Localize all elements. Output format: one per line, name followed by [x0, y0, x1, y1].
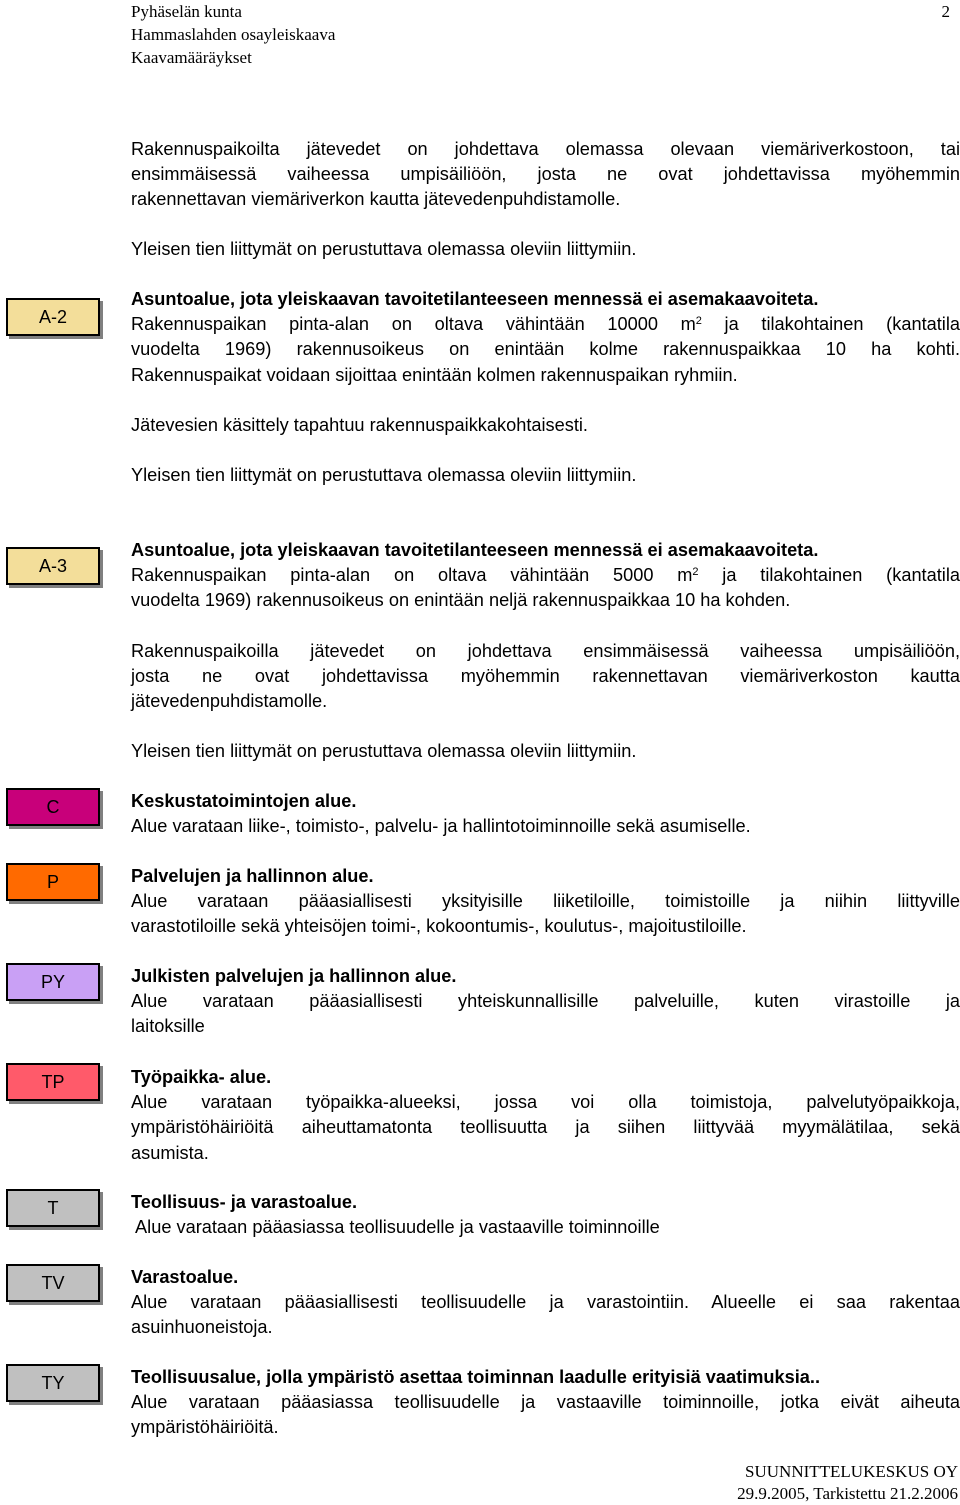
intro-line: ensimmäisessä vaiheessa umpisäiliöön, josta ne ovat johdettavissa myöhemmin	[131, 164, 960, 185]
zone-title: Asuntoalue, jota yleiskaavan tavoitetilanteeseen mennessä ei asemakaavoiteta.	[131, 540, 819, 560]
document-type: Kaavamääräykset	[131, 48, 252, 67]
intro-line: Rakennuspaikoilta jätevedet on johdettava olemassa olevaan viemäriverkostoon, tai	[131, 139, 960, 159]
zone-line: laitoksille	[131, 1016, 205, 1037]
zone-line: Alue varataan pääasiallisesti yhteiskunnallisille palveluille, kuten virastoille ja	[131, 991, 960, 1012]
zone-line: Alue varataan pääasiassa teollisuudelle ja vastaaville toiminnoille	[131, 1217, 660, 1238]
zone-tv-description	[131, 1265, 960, 1341]
document-header	[131, 0, 335, 69]
zone-badge-p	[6, 863, 100, 901]
zone-p-description	[131, 864, 960, 940]
zone-title: Teollisuusalue, jolla ympäristö asettaa toiminnan laadulle erityisiä vaatimuksia..	[131, 1367, 821, 1387]
zone-a3-description	[131, 538, 960, 614]
zone-a2-road-access: Yleisen tien liittymät on perustuttava olemassa oleviin liittymiin.	[131, 465, 637, 485]
zone-badge-ty	[6, 1364, 100, 1402]
zone-line-part: Rakennuspaikan pinta-alan on oltava vähintään 5000 m	[131, 565, 693, 586]
zone-a2-wastewater: Jätevesien käsittely tapahtuu rakennuspaikkakohtaisesti.	[131, 415, 588, 435]
zone-line: Rakennuspaikat voidaan sijoittaa enintään kolmen rakennuspaikan ryhmiin.	[131, 364, 738, 385]
zone-line: varastotiloille sekä yhteisöjen toimi-, kokoontumis-, koulutus-, majoitustiloille.	[131, 916, 747, 937]
zone-line	[131, 563, 960, 588]
zone-line: josta ne ovat johdettavissa myöhemmin rakennettavan viemäriverkoston kautta	[131, 666, 960, 687]
zone-line: ympäristöhäiriöitä aiheuttamatonta teollisuutta ja siihen liittyvää myymälätilaa, sekä	[131, 1117, 960, 1138]
zone-code: T	[47, 1197, 59, 1218]
zone-badge-tv	[6, 1264, 100, 1302]
zone-py-description	[131, 964, 960, 1040]
municipality-name: Pyhäselän kunta	[131, 2, 242, 21]
zone-badge-a3	[6, 547, 100, 585]
zone-a3-wastewater	[131, 639, 960, 715]
zone-badge-py	[6, 963, 100, 1001]
zone-line: Alue varataan työpaikka-alueeksi, jossa voi olla toimistoja, palvelutyöpaikkoja,	[131, 1092, 960, 1113]
zone-line	[131, 312, 960, 337]
zone-line-part: ja tilakohtainen (kantatila	[701, 314, 960, 335]
zone-title: Palvelujen ja hallinnon alue.	[131, 866, 374, 886]
footer-date: 29.9.2005, Tarkistettu 21.2.2006	[737, 1484, 958, 1503]
zone-title: Työpaikka- alue.	[131, 1067, 272, 1087]
zone-code: P	[46, 871, 59, 892]
zone-title: Julkisten palvelujen ja hallinnon alue.	[131, 966, 457, 986]
zone-line: Alue varataan pääasiallisesti yksityisille liiketiloille, toimistoille ja niihin liittyville	[131, 891, 960, 912]
zone-line: Alue varataan pääasiallisesti teollisuudelle ja varastointiin. Alueelle ei saa rakentaa	[131, 1292, 960, 1313]
zone-code: TP	[41, 1071, 65, 1092]
zone-line: vuodelta 1969) rakennusoikeus on enintään kolme rakennuspaikkaa 10 ha kohti.	[131, 339, 960, 360]
zone-c-description	[131, 789, 960, 839]
zone-a2-description	[131, 287, 960, 388]
zone-badge-c	[6, 788, 100, 826]
zone-ty-description	[131, 1365, 960, 1441]
intro-section	[131, 137, 960, 213]
intro-line: rakennettavan viemäriverkon kautta jätevedenpuhdistamolle.	[131, 189, 621, 210]
zone-code: C	[46, 796, 60, 817]
zone-title: Asuntoalue, jota yleiskaavan tavoitetilanteeseen mennessä ei asemakaavoiteta.	[131, 289, 819, 309]
zone-title: Varastoalue.	[131, 1267, 239, 1287]
zone-tp-description	[131, 1065, 960, 1166]
zone-code: TY	[41, 1372, 65, 1393]
zone-line: vuodelta 1969) rakennusoikeus on enintään neljä rakennuspaikkaa 10 ha kohden.	[131, 590, 791, 611]
zone-line-part: Rakennuspaikan pinta-alan on oltava vähintään 10000 m	[131, 314, 696, 335]
intro-road-access: Yleisen tien liittymät on perustuttava olemassa oleviin liittymiin.	[131, 239, 637, 259]
zone-line: asuinhuoneistoja.	[131, 1317, 273, 1338]
zone-code: A-2	[38, 306, 67, 327]
zone-t-description	[131, 1190, 960, 1240]
zone-code: A-3	[38, 555, 67, 576]
zone-line: jätevedenpuhdistamolle.	[131, 691, 328, 712]
zone-code: TV	[41, 1272, 65, 1293]
superscript: 2	[692, 566, 699, 579]
zone-line: Rakennuspaikoilla jätevedet on johdettava ensimmäisessä vaiheessa umpisäiliöön,	[131, 641, 960, 661]
zone-line-part: ja tilakohtainen (kantatila	[698, 565, 960, 586]
zone-badge-a2	[6, 298, 100, 336]
zone-a3-road-access: Yleisen tien liittymät on perustuttava olemassa oleviin liittymiin.	[131, 741, 637, 761]
zone-title: Keskustatoimintojen alue.	[131, 791, 357, 811]
zone-line: ympäristöhäiriöitä.	[131, 1417, 279, 1438]
plan-name: Hammaslahden osayleiskaava	[131, 25, 336, 44]
zone-line: Alue varataan liike-, toimisto-, palvelu- ja hallintotoiminnoille sekä asumiselle.	[131, 816, 751, 837]
zone-badge-tp	[6, 1063, 100, 1101]
footer-company: SUUNNITTELUKESKUS OY	[745, 1462, 958, 1481]
superscript: 2	[695, 315, 702, 328]
zone-code: PY	[40, 971, 65, 992]
zone-line: asumista.	[131, 1142, 209, 1163]
page-number: 2	[941, 2, 950, 21]
zone-badge-t	[6, 1189, 100, 1227]
zone-line: Alue varataan pääasiassa teollisuudelle ja vastaaville toiminnoille, jotka eivät aiheuta	[131, 1392, 960, 1413]
zone-title: Teollisuus- ja varastoalue.	[131, 1192, 358, 1212]
